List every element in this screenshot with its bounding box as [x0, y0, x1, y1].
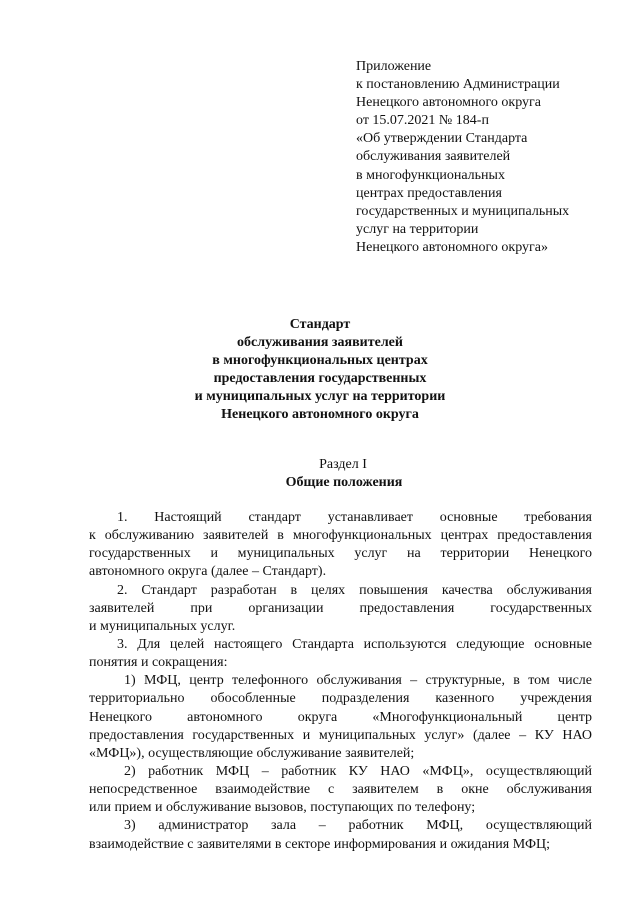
- appendix-line: государственных и муниципальных: [356, 203, 570, 219]
- paragraph-line: понятия и сокращения:: [89, 655, 228, 671]
- paragraph-line: автономного округа (далее – Стандарт).: [89, 564, 327, 580]
- appendix-line: услуг на территории: [356, 221, 479, 237]
- title-line: Стандарт: [289, 317, 351, 332]
- paragraph-line: 3. Для целей настоящего Стандарта используются следующие основные: [117, 636, 592, 652]
- appendix-line: обслуживания заявителей: [356, 149, 511, 165]
- appendix-line: в многофункциональных: [356, 167, 505, 183]
- paragraph-line: непосредственное взаимодействие с заявителем в окне обслуживания: [89, 782, 592, 798]
- paragraph-line: «МФЦ»), осуществляющие обслуживание заявителей;: [89, 745, 415, 761]
- title-line: обслуживания заявителей: [237, 335, 403, 351]
- paragraph-line: предоставления государственных и муниципальных услуг» (далее – КУ НАО: [89, 727, 592, 743]
- section-number: Раздел I: [319, 457, 367, 472]
- paragraph-line: 1) МФЦ, центр телефонного обслуживания – структурные, в том числе: [124, 673, 592, 689]
- paragraph-line: территориально обособленные подразделения казенного учреждения: [89, 691, 592, 707]
- appendix-line: Приложение: [356, 59, 432, 74]
- title-line: Ненецкого автономного округа: [221, 407, 419, 423]
- title-line: в многофункциональных центрах: [212, 353, 428, 369]
- paragraph-line: заявителей при организации предоставления государственных: [89, 600, 592, 616]
- document-title: [0, 316, 640, 425]
- paragraph-line: или прием и обслуживание вызовов, поступающих по телефону;: [89, 800, 476, 816]
- title-line: и муниципальных услуг на территории: [194, 389, 446, 405]
- document-body: [89, 509, 592, 854]
- appendix-line: от 15.07.2021 № 184-п: [356, 113, 489, 129]
- paragraph-line: к обслуживанию заявителей в многофункциональных центрах предоставления: [89, 528, 592, 544]
- paragraph-line: и муниципальных услуг.: [89, 618, 236, 634]
- appendix-line: к постановлению Администрации: [356, 77, 560, 93]
- appendix-header: [356, 58, 616, 257]
- paragraph-line: государственных и муниципальных услуг на территории Ненецкого: [89, 546, 592, 562]
- appendix-line: центрах предоставления: [356, 185, 502, 201]
- paragraph-line: 2) работник МФЦ – работник КУ НАО «МФЦ», осуществляющий: [124, 763, 592, 779]
- appendix-line: «Об утверждении Стандарта: [356, 131, 528, 147]
- appendix-line: Ненецкого автономного округа»: [356, 239, 548, 255]
- paragraph-line: Ненецкого автономного округа «Многофункциональный центр: [89, 709, 592, 725]
- paragraph-line: 3) администратор зала – работник МФЦ, осуществляющий: [124, 818, 592, 834]
- section-title: Общие положения: [285, 475, 403, 490]
- paragraph-line: 1. Настоящий стандарт устанавливает основные требования: [117, 510, 592, 525]
- title-line: предоставления государственных: [213, 371, 427, 387]
- appendix-line: Ненецкого автономного округа: [356, 95, 541, 111]
- paragraph-line: 2. Стандарт разработан в целях повышения качества обслуживания: [117, 582, 592, 598]
- paragraph-line: взаимодействие с заявителями в секторе информирования и ожидания МФЦ;: [89, 836, 551, 852]
